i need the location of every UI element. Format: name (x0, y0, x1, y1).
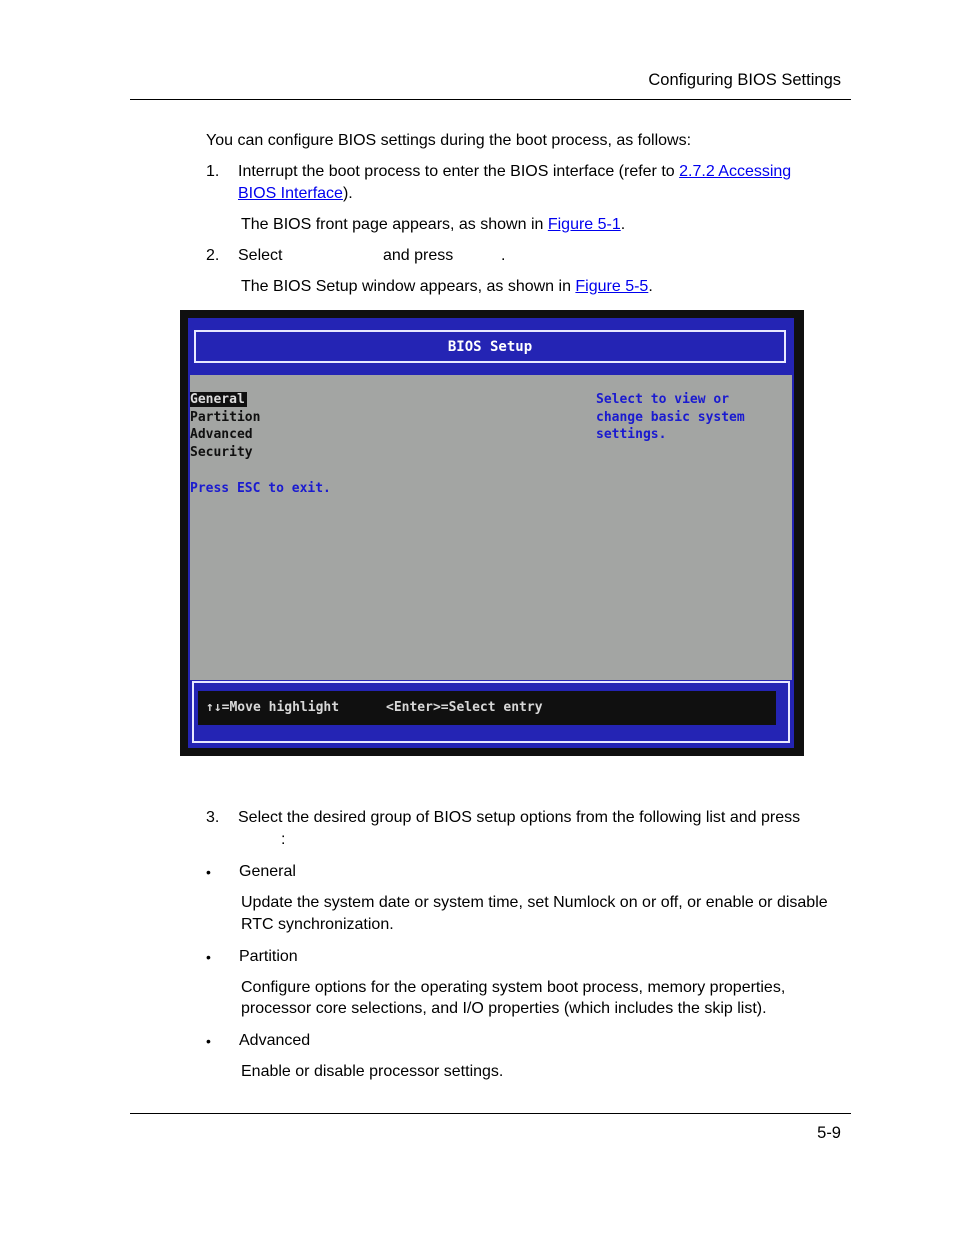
figure-5-1-link[interactable]: Figure 5-1 (547, 216, 621, 233)
option-partition-name: Partition (239, 948, 298, 965)
step-2-period: . (501, 247, 506, 264)
step-1-text: Interrupt the boot process to enter the BIOS interface (refer to (238, 163, 680, 180)
bios-help-line: Select to view or (596, 392, 730, 407)
footer-rule (130, 1113, 851, 1114)
step-2-note-end: . (648, 278, 653, 295)
option-advanced-name: Advanced (239, 1032, 311, 1049)
bios-help-line: change basic system (596, 409, 745, 425)
accessing-bios-link-cont[interactable]: BIOS Interface (238, 185, 343, 202)
step-1-note-text: The BIOS front page appears, as shown in (241, 216, 548, 233)
option-general-desc-2: RTC synchronization. (241, 916, 394, 933)
bios-menu-security[interactable]: Security (190, 444, 253, 460)
bios-menu-partition[interactable]: Partition (190, 409, 261, 425)
option-partition-desc-1: Configure options for the operating system boot process, memory properties, (241, 979, 786, 996)
bios-footer-enter-hint: <Enter>=Select entry (386, 700, 543, 715)
bios-title: BIOS Setup (447, 339, 533, 355)
bios-exit-hint: Press ESC to exit. (190, 481, 331, 496)
step-1-note-end: . (620, 216, 626, 233)
step-1-line-2 (238, 183, 353, 205)
step-3-text: Select the desired group of BIOS setup options from the following list and press (238, 809, 801, 826)
step-1-line-1 (238, 161, 791, 183)
bios-screen (188, 318, 794, 748)
option-general-desc-1: Update the system date or system time, set Numlock on or off, or enable or disable (241, 894, 828, 911)
step-2-select: Select (238, 247, 283, 264)
step-1-text-end: ). (342, 185, 353, 202)
step-2-note-text: The BIOS Setup window appears, as shown in (241, 278, 576, 295)
bios-title-bar (194, 330, 786, 363)
intro-paragraph: You can configure BIOS settings during the boot process, as follows: (206, 132, 692, 149)
figure-5-5-link[interactable]: Figure 5-5 (575, 278, 649, 295)
option-advanced-desc-1: Enable or disable processor settings. (241, 1063, 504, 1080)
step-1-note (241, 214, 625, 236)
accessing-bios-link[interactable]: 2.7.2 Accessing (679, 163, 792, 180)
bullet-marker: • (206, 949, 211, 965)
step-3-number: 3. (206, 809, 220, 826)
bios-footer (192, 681, 790, 743)
bios-menu-general[interactable]: General (190, 392, 245, 407)
bios-help-line: settings. (596, 427, 667, 442)
bios-help-text (596, 391, 745, 444)
bios-footer-move-hint: ↑↓=Move highlight (206, 700, 340, 715)
step-2-number: 2. (206, 247, 220, 264)
bios-main-panel (190, 375, 792, 680)
step-1-number: 1. (206, 163, 220, 180)
bullet-marker: • (206, 1033, 211, 1049)
header-rule (130, 99, 851, 100)
step-2-note (241, 276, 653, 298)
bullet-marker: • (206, 864, 211, 880)
option-partition-desc-2: processor core selections, and I/O properties (which includes the skip list). (241, 1000, 767, 1017)
bios-menu-advanced[interactable]: Advanced (190, 427, 253, 442)
option-general-name: General (239, 863, 296, 880)
step-2-and-press: and press (383, 247, 454, 264)
bios-menu (190, 391, 260, 461)
step-3-text-cont: : (281, 831, 286, 848)
running-header: Configuring BIOS Settings (648, 71, 841, 89)
page-number: 5-9 (817, 1124, 841, 1142)
bios-setup-figure (180, 310, 804, 756)
